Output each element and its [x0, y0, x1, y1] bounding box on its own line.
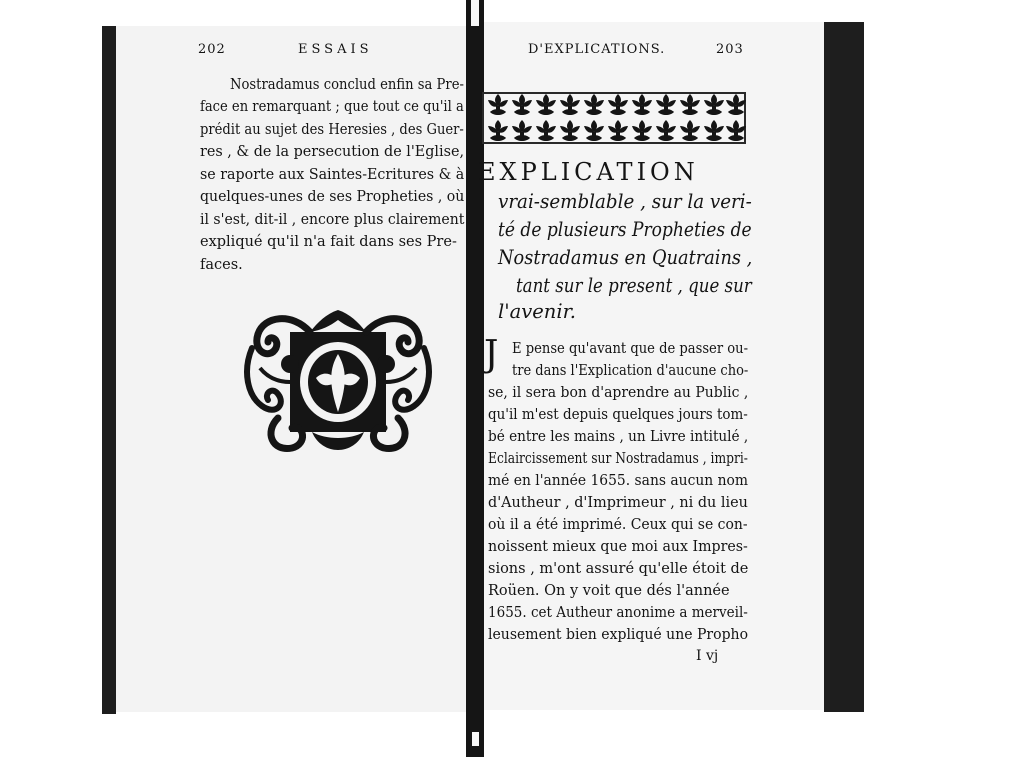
- text-line: tre dans l'Explication d'aucune cho-: [512, 363, 749, 379]
- chapter-title-line: té de plusieurs Propheties de: [498, 218, 752, 241]
- text-line: sions , m'ont assuré qu'elle étoit de: [488, 561, 749, 577]
- bookmark-ribbon-bottom: [472, 732, 479, 746]
- text-line: E pense qu'avant que de passer ou-: [512, 341, 749, 357]
- chapter-title-line: tant sur le present , que sur: [516, 274, 752, 297]
- text-line: mé en l'année 1655. sans aucun nom: [488, 473, 749, 489]
- chapter-title-line: Nostradamus en Quatrains ,: [498, 246, 753, 269]
- text-line: noissent mieux que moi aux Impres-: [488, 539, 748, 555]
- text-line: où il a été imprimé. Ceux qui se con-: [488, 517, 748, 533]
- text-line: d'Autheur , d'Imprimeur , ni du lieu: [488, 495, 748, 511]
- ornament-headpiece: [482, 92, 746, 144]
- text-line: Roüen. On y voit que dés l'année: [488, 583, 730, 599]
- text-line: face en remarquant ; que tout ce qu'il a: [200, 99, 464, 115]
- book-cover-right-edge: [824, 22, 864, 712]
- right-page-number: 203: [716, 42, 744, 57]
- text-line: se, il sera bon d'aprendre au Public ,: [488, 385, 749, 401]
- signature-mark: I vj: [696, 648, 719, 664]
- ornament-tailpiece: [238, 308, 438, 456]
- chapter-title-first-word: EXPLICATION: [478, 158, 699, 186]
- text-line: expliqué qu'il n'a fait dans ses Pre-: [200, 234, 457, 250]
- right-running-head: D'EXPLICATIONS.: [528, 42, 666, 57]
- text-line: bé entre les mains , un Livre intitulé ,: [488, 429, 749, 445]
- text-line: prédit au sujet des Heresies , des Guer-: [200, 122, 464, 138]
- book-cover-left-edge: [102, 26, 116, 714]
- text-line: Eclaircissement sur Nostradamus , impri-: [488, 451, 748, 467]
- text-line: qu'il m'est depuis quelques jours tom-: [488, 407, 748, 423]
- left-running-head: ESSAIS: [298, 42, 373, 57]
- text-line: quelques-unes de ses Propheties , où: [200, 189, 465, 205]
- drop-initial: J: [484, 334, 499, 375]
- text-line: res , & de la persecution de l'Eglise,: [200, 144, 465, 160]
- text-line: 1655. cet Autheur anonime a merveil-: [488, 605, 748, 621]
- chapter-title-line: l'avenir.: [498, 300, 576, 323]
- text-line: se raporte aux Saintes-Ecritures & à: [200, 167, 465, 183]
- chapter-title-line: vrai-semblable , sur la veri-: [498, 190, 752, 213]
- text-line: faces.: [200, 257, 243, 273]
- bookmark-ribbon-top: [471, 0, 479, 26]
- text-line: Nostradamus conclud enfin sa Pre-: [230, 77, 464, 93]
- text-line: il s'est, dit-il , encore plus clairement: [200, 212, 465, 228]
- left-page-number: 202: [198, 42, 226, 57]
- text-line: leusement bien expliqué une Propho: [488, 627, 749, 643]
